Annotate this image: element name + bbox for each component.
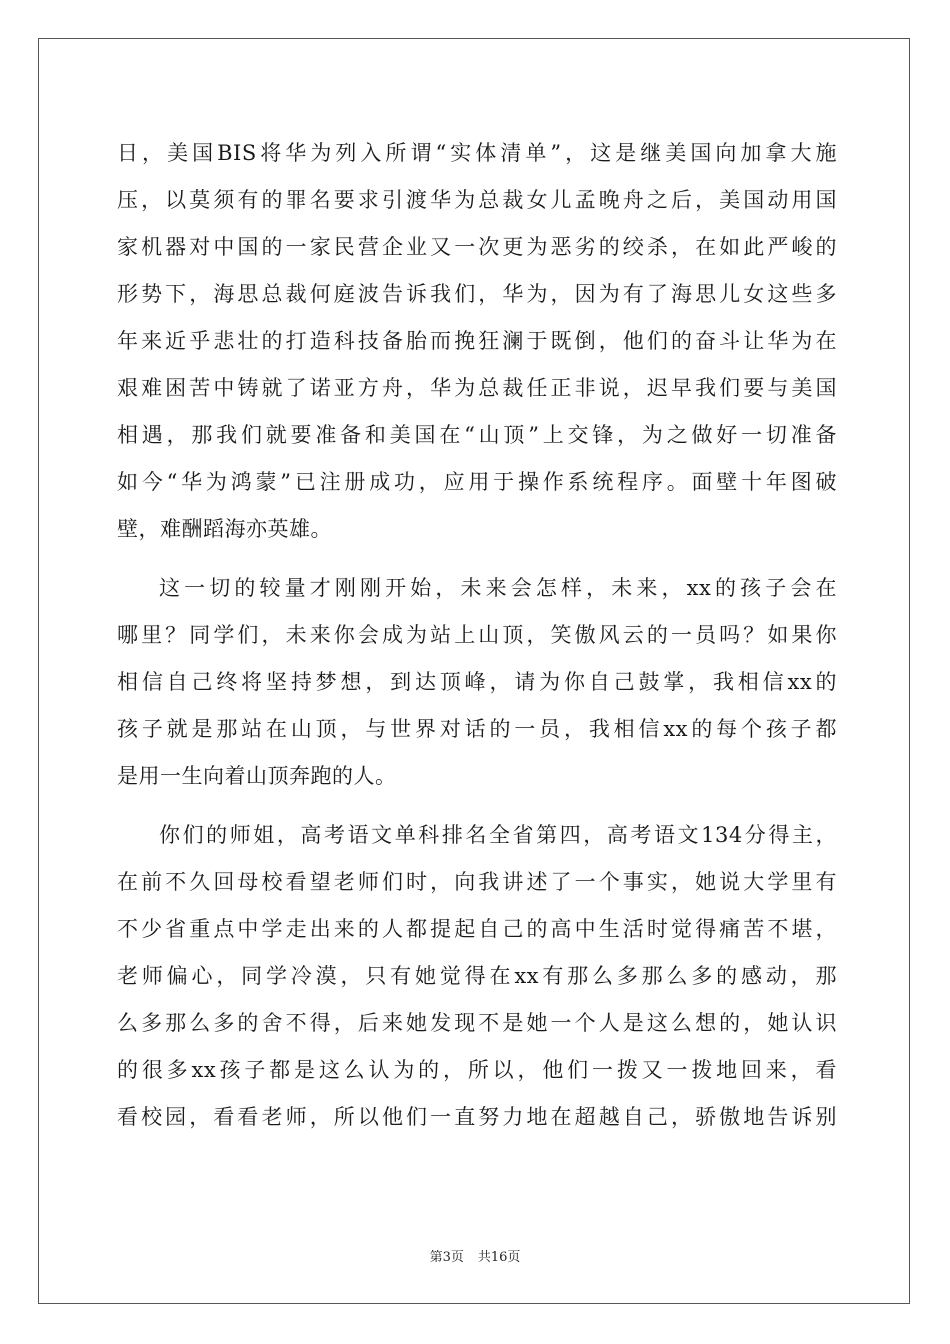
page-footer <box>0 1246 950 1265</box>
paragraph-3 <box>117 812 837 1141</box>
text-line: 艰难困苦中铸就了诺亚方舟，华为总裁任正非说，迟早我们要与美国 <box>117 376 837 400</box>
text-line: 壁，难酬蹈海亦英雄。 <box>117 517 332 541</box>
paragraph-1 <box>117 130 837 553</box>
text-line: 相信自己终将坚持梦想，到达顶峰，请为你自己鼓掌，我相信xx的 <box>117 670 837 694</box>
text-line: 看校园，看看老师，所以他们一直努力地在超越自己，骄傲地告诉别 <box>117 1105 837 1129</box>
paragraph-gap <box>117 800 837 812</box>
text-line: 你们的师姐，高考语文单科排名全省第四，高考语文134分得主， <box>159 823 837 847</box>
page-total: 共16页 <box>477 1250 521 1265</box>
document-body <box>117 130 837 1141</box>
text-line: 不少省重点中学走出来的人都提起自己的高中生活时觉得痛苦不堪， <box>117 917 837 941</box>
text-line: 家机器对中国的一家民营企业又一次更为恶劣的绞杀，在如此严峻的 <box>117 235 837 259</box>
page-number: 第3页 <box>429 1250 464 1265</box>
text-line: 么多那么多的舍不得，后来她发现不是她一个人是这么想的，她认识 <box>117 1011 837 1035</box>
text-line: 压，以莫须有的罪名要求引渡华为总裁女儿孟晚舟之后，美国动用国 <box>117 188 837 212</box>
text-line: 如今“华为鸿蒙”已注册成功，应用于操作系统程序。面壁十年图破 <box>117 470 837 494</box>
text-line: 日，美国BIS将华为列入所谓“实体清单”，这是继美国向加拿大施 <box>117 141 837 165</box>
text-line: 老师偏心，同学冷漠，只有她觉得在xx有那么多那么多的感动，那 <box>117 964 837 988</box>
text-line: 孩子就是那站在山顶，与世界对话的一员，我相信xx的每个孩子都 <box>117 717 837 741</box>
text-line: 哪里？同学们，未来你会成为站上山顶，笑傲风云的一员吗？如果你 <box>117 623 837 647</box>
text-line: 相遇，那我们就要准备和美国在“山顶”上交锋，为之做好一切准备 <box>117 423 837 447</box>
text-line: 在前不久回母校看望老师们时，向我讲述了一个事实，她说大学里有 <box>117 870 837 894</box>
text-line: 年来近乎悲壮的打造科技备胎而挽狂澜于既倒，他们的奋斗让华为在 <box>117 329 837 353</box>
text-line: 的很多xx孩子都是这么认为的，所以，他们一拨又一拨地回来，看 <box>117 1058 837 1082</box>
paragraph-2 <box>117 565 837 800</box>
text-line: 这一切的较量才刚刚开始，未来会怎样，未来，xx的孩子会在 <box>159 576 837 600</box>
text-line: 形势下，海思总裁何庭波告诉我们，华为，因为有了海思儿女这些多 <box>117 282 837 306</box>
paragraph-gap <box>117 553 837 565</box>
text-line: 是用一生向着山顶奔跑的人。 <box>117 764 397 788</box>
